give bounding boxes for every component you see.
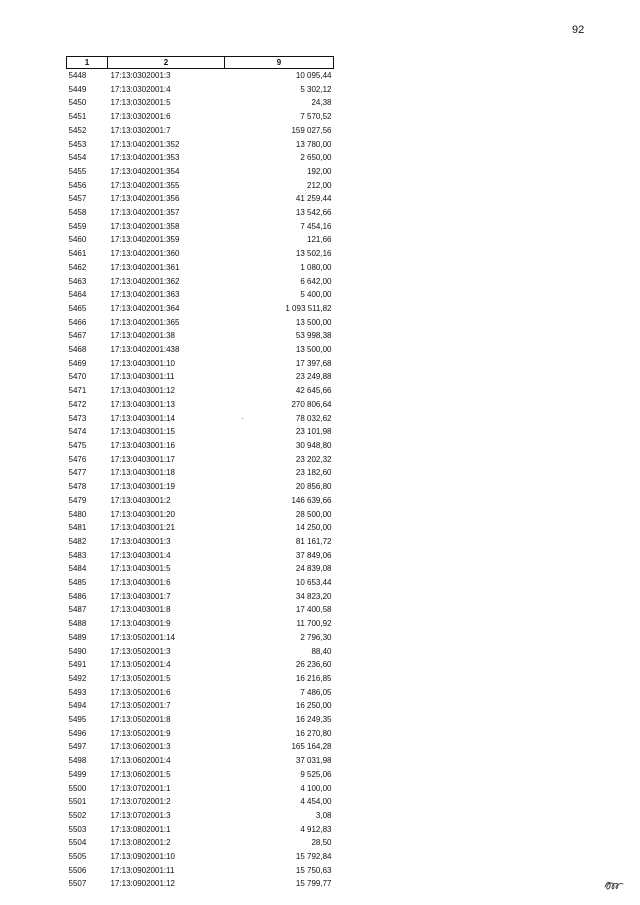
cadastral-value: 30 948,80 — [295, 440, 332, 450]
cadastral-number: 17:13:0403001:10 — [110, 358, 176, 368]
cadastral-number: 17:13:0403001:9 — [110, 619, 171, 629]
table-row — [67, 686, 334, 700]
cadastral-value: 41 259,44 — [295, 194, 332, 204]
cadastral-value: 7 486,05 — [300, 687, 332, 697]
row-number: 5497 — [68, 742, 87, 752]
cadastral-value: 121,66 — [307, 235, 332, 245]
row-number: 5507 — [68, 879, 87, 889]
cadastral-value: 270 806,64 — [291, 399, 332, 409]
cadastral-number: 17:13:0302001:5 — [110, 98, 171, 108]
cadastral-value: 13 542,66 — [295, 208, 332, 218]
row-number: 5503 — [68, 824, 87, 834]
table-row — [67, 850, 334, 864]
row-number: 5451 — [68, 112, 87, 122]
handwritten-signature-mark — [603, 878, 625, 892]
table-row — [67, 96, 334, 110]
cadastral-value: 13 500,00 — [295, 317, 332, 327]
cadastral-value: 1 093 511,82 — [285, 303, 332, 313]
cadastral-number: 17:13:0403001:3 — [110, 536, 171, 546]
row-number: 5485 — [68, 578, 87, 588]
cadastral-number: 17:13:0403001:16 — [110, 440, 176, 450]
row-number: 5505 — [68, 852, 87, 862]
cadastral-number: 17:13:0702001:2 — [110, 797, 171, 807]
cadastral-value: 159 027,56 — [291, 125, 332, 135]
cadastral-number: 17:13:0502001:3 — [110, 646, 171, 656]
cadastral-value: 23 101,98 — [295, 427, 332, 437]
header-col-9: 9 — [225, 57, 334, 69]
cadastral-value: 192,00 — [307, 166, 332, 176]
page-number: 92 — [572, 24, 585, 36]
table-row — [67, 727, 334, 741]
row-number: 5468 — [68, 345, 87, 355]
cadastral-value: 88,40 — [311, 646, 332, 656]
cadastral-value: 13 780,00 — [295, 139, 332, 149]
cadastral-number: 17:13:0403001:15 — [110, 427, 176, 437]
row-number: 5491 — [68, 660, 87, 670]
cadastral-value: 37 849,06 — [295, 550, 332, 560]
cadastral-number: 17:13:0403001:18 — [110, 468, 176, 478]
cadastral-number: 17:13:0302001:3 — [110, 71, 171, 80]
row-number: 5450 — [68, 98, 87, 108]
cadastral-value: 10 653,44 — [295, 578, 332, 588]
cadastral-number: 17:13:0402001:353 — [110, 153, 180, 163]
table-header-row — [67, 57, 334, 69]
cadastral-number: 17:13:0502001:7 — [110, 701, 171, 711]
row-number: 5489 — [68, 632, 87, 642]
cadastral-number: 17:13:0403001:11 — [110, 372, 175, 382]
row-number: 5496 — [68, 728, 87, 738]
table-row — [67, 247, 334, 261]
table-row — [67, 795, 334, 809]
row-number: 5502 — [68, 810, 87, 820]
cadastral-value: 23 202,32 — [295, 454, 332, 464]
cadastral-value: 17 400,58 — [295, 605, 332, 615]
cadastral-value: 28 500,00 — [295, 509, 332, 519]
cadastral-number: 17:13:0403001:7 — [110, 591, 171, 601]
table-body — [67, 69, 334, 892]
table-row — [67, 713, 334, 727]
table-row — [67, 151, 334, 165]
row-number: 5482 — [68, 536, 87, 546]
cadastral-value: 6 642,00 — [300, 276, 332, 286]
cadastral-number: 17:13:0902001:11 — [110, 865, 175, 875]
table-row — [67, 466, 334, 480]
row-number: 5459 — [68, 221, 87, 231]
table-row — [67, 631, 334, 645]
cadastral-number: 17:13:0403001:4 — [110, 550, 171, 560]
row-number: 5478 — [68, 482, 87, 492]
cadastral-number: 17:13:0402001:355 — [110, 180, 180, 190]
cadastral-number: 17:13:0502001:4 — [110, 660, 171, 670]
row-number: 5455 — [68, 166, 87, 176]
row-number: 5453 — [68, 139, 87, 149]
table-row — [67, 494, 334, 508]
row-number: 5500 — [68, 783, 87, 793]
row-number: 5495 — [68, 715, 87, 725]
row-number: 5501 — [68, 797, 87, 807]
cadastral-value: 16 216,85 — [295, 673, 332, 683]
cadastral-value: 4 912,83 — [300, 824, 332, 834]
cadastral-value: 53 998,38 — [295, 331, 332, 341]
cadastral-number: 17:13:0502001:14 — [110, 632, 176, 642]
row-number: 5484 — [68, 564, 87, 574]
cadastral-number: 17:13:0402001:359 — [110, 235, 180, 245]
cadastral-number: 17:13:0402001:363 — [110, 290, 180, 300]
row-number: 5457 — [68, 194, 87, 204]
row-number: 5493 — [68, 687, 87, 697]
row-number: 5466 — [68, 317, 87, 327]
table-row — [67, 836, 334, 850]
table-row — [67, 192, 334, 206]
row-number: 5498 — [68, 756, 87, 766]
table-row — [67, 233, 334, 247]
cadastral-value: 15 799,77 — [295, 879, 332, 889]
cadastral-number: 17:13:0502001:8 — [110, 715, 171, 725]
row-number: 5464 — [68, 290, 87, 300]
row-number: 5460 — [68, 235, 87, 245]
cadastral-value: 26 236,60 — [295, 660, 332, 670]
table-row — [67, 357, 334, 371]
row-number: 5481 — [68, 523, 87, 533]
table-row — [67, 384, 334, 398]
table-row — [67, 508, 334, 522]
table-row — [67, 782, 334, 796]
cadastral-value: 146 639,66 — [291, 495, 332, 505]
table-row — [67, 398, 334, 412]
table-row — [67, 535, 334, 549]
cadastral-number: 17:13:0902001:10 — [110, 852, 176, 862]
row-number: 5487 — [68, 605, 87, 615]
cadastral-number: 17:13:0602001:5 — [110, 769, 171, 779]
table-row — [67, 699, 334, 713]
cadastral-number: 17:13:0403001:12 — [110, 386, 176, 396]
cadastral-number: 17:13:0402001:364 — [110, 303, 180, 313]
cadastral-value: 20 856,80 — [295, 482, 332, 492]
cadastral-value: 11 700,92 — [296, 619, 332, 629]
cadastral-value: 23 249,88 — [295, 372, 332, 382]
cadastral-number: 17:13:0502001:6 — [110, 687, 171, 697]
table-row — [67, 617, 334, 631]
row-number: 5463 — [68, 276, 87, 286]
cadastral-value: 13 502,16 — [295, 249, 332, 259]
row-number: 5452 — [68, 125, 87, 135]
table-row — [67, 877, 334, 891]
row-number: 5477 — [68, 468, 87, 478]
row-number: 5471 — [68, 386, 87, 396]
cadastral-value: 13 500,00 — [295, 345, 332, 355]
cadastral-number: 17:13:0602001:3 — [110, 742, 171, 752]
cadastral-number: 17:13:0403001:6 — [110, 578, 171, 588]
cadastral-value: 14 250,00 — [295, 523, 332, 533]
cadastral-value: 16 249,35 — [295, 715, 332, 725]
cadastral-value: 10 095,44 — [295, 71, 332, 80]
table-header — [67, 57, 334, 69]
cadastral-value: 15 750,63 — [295, 865, 332, 875]
cadastral-number: 17:13:0702001:3 — [110, 810, 171, 820]
row-number: 5479 — [68, 495, 87, 505]
cadastral-number: 17:13:0802001:2 — [110, 838, 171, 848]
row-number: 5462 — [68, 262, 87, 272]
cadastral-number: 17:13:0403001:20 — [110, 509, 176, 519]
table-row — [67, 220, 334, 234]
row-number: 5480 — [68, 509, 87, 519]
cadastral-number: 17:13:0702001:1 — [110, 783, 171, 793]
table-row — [67, 425, 334, 439]
table-row — [67, 658, 334, 672]
cadastral-number: 17:13:0302001:6 — [110, 112, 171, 122]
cadastral-value: 81 161,72 — [295, 536, 332, 546]
cadastral-value: 42 645,66 — [295, 386, 332, 396]
cadastral-number: 17:13:0302001:7 — [110, 125, 171, 135]
row-number: 5488 — [68, 619, 87, 629]
table-row — [67, 370, 334, 384]
row-number: 5492 — [68, 673, 87, 683]
row-number: 5449 — [68, 84, 87, 94]
table-row — [67, 206, 334, 220]
cadastral-value: 15 792,84 — [295, 852, 332, 862]
cadastral-value: 37 031,98 — [295, 756, 332, 766]
cadastral-value-table — [66, 56, 334, 891]
row-number: 5461 — [68, 249, 87, 259]
row-number: 5458 — [68, 208, 87, 218]
table-row — [67, 329, 334, 343]
table-row — [67, 261, 334, 275]
cadastral-number: 17:13:0402001:358 — [110, 221, 180, 231]
row-number: 5476 — [68, 454, 87, 464]
table-row — [67, 288, 334, 302]
table-row — [67, 138, 334, 152]
row-number: 5490 — [68, 646, 87, 656]
table-row — [67, 809, 334, 823]
cadastral-number: 17:13:0402001:362 — [110, 276, 180, 286]
table-row — [67, 754, 334, 768]
cadastral-number: 17:13:0402001:365 — [110, 317, 180, 327]
header-col-2: 2 — [108, 57, 225, 69]
cadastral-number: 17:13:0302001:4 — [110, 84, 171, 94]
table-row — [67, 83, 334, 97]
cadastral-value: 34 823,20 — [295, 591, 332, 601]
table-row — [67, 480, 334, 494]
row-number: 5483 — [68, 550, 87, 560]
cadastral-number: 17:13:0403001:21 — [110, 523, 176, 533]
cadastral-value: 165 164,28 — [291, 742, 332, 752]
cadastral-value: 7 454,16 — [300, 221, 332, 231]
table-row — [67, 412, 334, 426]
table-row — [67, 549, 334, 563]
table-row — [67, 576, 334, 590]
table-row — [67, 124, 334, 138]
table-row — [67, 69, 334, 83]
table-row — [67, 645, 334, 659]
table-row — [67, 864, 334, 878]
cadastral-number: 17:13:0403001:5 — [110, 564, 171, 574]
table-row — [67, 740, 334, 754]
row-number: 5504 — [68, 838, 87, 848]
cadastral-number: 17:13:0502001:9 — [110, 728, 171, 738]
cadastral-value: 1 080,00 — [300, 262, 332, 272]
cadastral-number: 17:13:0502001:5 — [110, 673, 171, 683]
cadastral-value: 4 454,00 — [300, 797, 332, 807]
row-number: 5486 — [68, 591, 87, 601]
cadastral-value: 4 100,00 — [300, 783, 332, 793]
table-row — [67, 343, 334, 357]
cadastral-number: 17:13:0602001:4 — [110, 756, 171, 766]
cadastral-value: 212,00 — [307, 180, 332, 190]
cadastral-value: 5 400,00 — [300, 290, 332, 300]
cadastral-value: 23 182,60 — [295, 468, 332, 478]
cadastral-value: 7 570,52 — [300, 112, 332, 122]
row-number: 5472 — [68, 399, 87, 409]
table-row — [67, 179, 334, 193]
cadastral-number: 17:13:0403001:19 — [110, 482, 176, 492]
cadastral-number: 17:13:0403001:13 — [110, 399, 176, 409]
row-number: 5494 — [68, 701, 87, 711]
cadastral-value: 24,38 — [311, 98, 332, 108]
scan-speck — [242, 418, 243, 419]
table-row — [67, 768, 334, 782]
cadastral-value: 9 525,06 — [300, 769, 332, 779]
cadastral-number: 17:13:0403001:17 — [110, 454, 176, 464]
table-row — [67, 453, 334, 467]
table-row — [67, 165, 334, 179]
table-row — [67, 590, 334, 604]
cadastral-value: 28,50 — [311, 838, 332, 848]
row-number: 5465 — [68, 303, 87, 313]
cadastral-number: 17:13:0403001:8 — [110, 605, 171, 615]
cadastral-number: 17:13:0402001:357 — [110, 208, 180, 218]
row-number: 5469 — [68, 358, 87, 368]
cadastral-value: 78 032,62 — [295, 413, 332, 423]
row-number: 5456 — [68, 180, 87, 190]
table-row — [67, 521, 334, 535]
cadastral-value: 16 250,00 — [295, 701, 332, 711]
cadastral-value: 2 650,00 — [300, 153, 332, 163]
cadastral-value: 17 397,68 — [295, 358, 332, 368]
row-number: 5475 — [68, 440, 87, 450]
cadastral-value: 16 270,80 — [295, 728, 332, 738]
row-number: 5474 — [68, 427, 87, 437]
table-row — [67, 110, 334, 124]
cadastral-number: 17:13:0403001:2 — [110, 495, 171, 505]
cadastral-number: 17:13:0402001:356 — [110, 194, 180, 204]
table-row — [67, 823, 334, 837]
row-number: 5448 — [68, 71, 87, 80]
cadastral-value: 3,08 — [315, 810, 332, 820]
row-number: 5467 — [68, 331, 87, 341]
table-row — [67, 603, 334, 617]
table-row — [67, 562, 334, 576]
row-number: 5470 — [68, 372, 87, 382]
cadastral-number: 17:13:0902001:12 — [110, 879, 176, 889]
header-col-1: 1 — [67, 57, 108, 69]
row-number: 5499 — [68, 769, 87, 779]
row-number: 5473 — [68, 413, 87, 423]
cadastral-value: 5 302,12 — [300, 84, 332, 94]
cadastral-number: 17:13:0402001:354 — [110, 166, 180, 176]
table-row — [67, 672, 334, 686]
table-row — [67, 302, 334, 316]
cadastral-number: 17:13:0402001:352 — [110, 139, 180, 149]
row-number: 5454 — [68, 153, 87, 163]
table-row — [67, 316, 334, 330]
cadastral-number: 17:13:0402001:38 — [110, 331, 176, 341]
cadastral-number: 17:13:0403001:14 — [110, 413, 176, 423]
table-row — [67, 275, 334, 289]
row-number: 5506 — [68, 865, 87, 875]
table-row — [67, 439, 334, 453]
cadastral-number: 17:13:0802001:1 — [110, 824, 171, 834]
cadastral-value: 24 839,08 — [295, 564, 332, 574]
cadastral-number: 17:13:0402001:360 — [110, 249, 180, 259]
cadastral-value: 2 796,30 — [300, 632, 332, 642]
cadastral-number: 17:13:0402001:438 — [110, 345, 180, 355]
cadastral-number: 17:13:0402001:361 — [110, 262, 180, 272]
